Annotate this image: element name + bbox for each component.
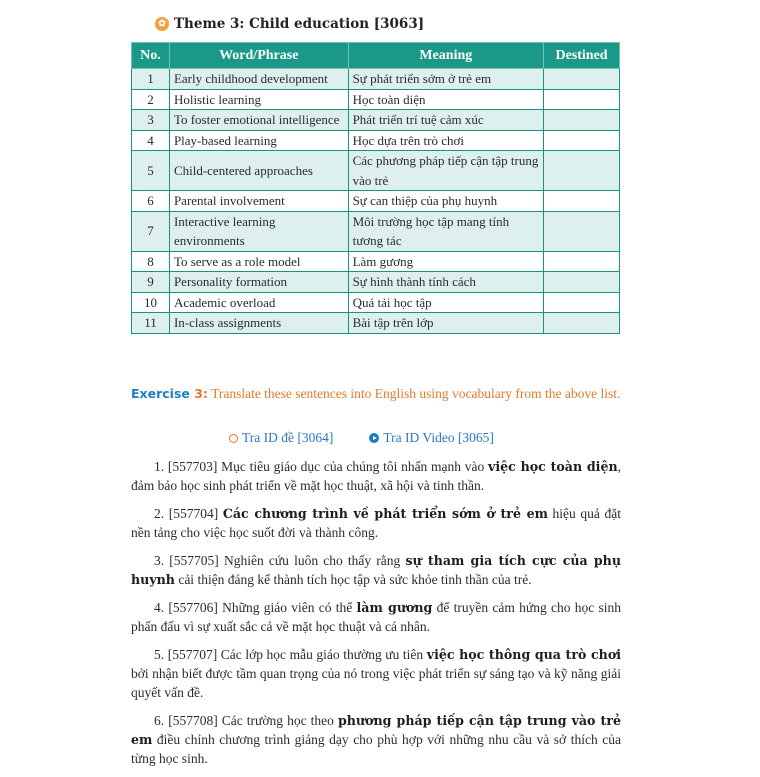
cell-meaning: Quá tải học tập (348, 292, 543, 313)
cell-word: In-class assignments (169, 313, 348, 334)
sentence-item: 6. [557708] Các trường học theo phương pháp tiếp cận tập trung vào trẻ em điều chỉnh chương trình giảng dạy cho phù hợp với những nhu cầu và sở thích của từng học sinh. (131, 713, 621, 766)
table-row (132, 313, 620, 334)
cell-word: Holistic learning (169, 89, 348, 110)
table-row (132, 151, 620, 191)
cell-word: To foster emotional intelligence (169, 110, 348, 131)
cell-destined (544, 151, 620, 191)
cell-meaning: Sự phát triển sớm ở trẻ em (348, 69, 543, 90)
header-meaning: Meaning (348, 43, 543, 69)
table-row (132, 191, 620, 212)
cell-no: 6 (132, 191, 170, 212)
header-destined: Destined (544, 43, 620, 69)
cell-word: Early childhood development (169, 69, 348, 90)
cell-meaning: Sự hình thành tính cách (348, 272, 543, 293)
cell-meaning: Các phương pháp tiếp cận tập trung vào trẻ (348, 151, 543, 191)
theme-heading (155, 13, 424, 35)
cell-destined (544, 130, 620, 151)
cell-word: Parental involvement (169, 191, 348, 212)
table-row (132, 272, 620, 293)
test-id-label: Tra ID đề [3064] (242, 430, 334, 445)
cell-word: Child-centered approaches (169, 151, 348, 191)
cell-destined (544, 251, 620, 272)
video-id-link[interactable] (369, 430, 494, 446)
exercise-label: Exercise 3: (131, 386, 208, 401)
cell-word: To serve as a role model (169, 251, 348, 272)
cell-destined (544, 313, 620, 334)
cell-destined (544, 110, 620, 131)
sentence-item: 5. [557707] Các lớp học mẫu giáo thường ưu tiên việc học thông qua trò chơi bởi nhận biết được tầm quan trọng của nó trong việc phát triển sự sáng tạo và kỹ năng giải quyết vấn đề. (131, 647, 621, 700)
table-row (132, 251, 620, 272)
cell-meaning: Học toàn diện (348, 89, 543, 110)
cell-no: 10 (132, 292, 170, 313)
cell-word: Interactive learning environments (169, 211, 348, 251)
cell-destined (544, 272, 620, 293)
cell-no: 3 (132, 110, 170, 131)
sentence-item: 3. [557705] Nghiên cứu luôn cho thấy rằng sự tham gia tích cực của phụ huynh cải thiện đáng kể thành tích học tập và sức khỏe tinh thần của trẻ. (131, 553, 621, 587)
lookup-links (229, 430, 494, 446)
sentence-list (131, 457, 621, 777)
cell-destined (544, 89, 620, 110)
cell-destined (544, 211, 620, 251)
theme-bullet-icon: ✿ (155, 17, 169, 31)
cell-meaning: Học dựa trên trò chơi (348, 130, 543, 151)
table-row (132, 89, 620, 110)
cell-word: Play-based learning (169, 130, 348, 151)
table-row (132, 110, 620, 131)
cell-word: Academic overload (169, 292, 348, 313)
header-word: Word/Phrase (169, 43, 348, 69)
cell-destined (544, 292, 620, 313)
table-row (132, 292, 620, 313)
cell-no: 7 (132, 211, 170, 251)
table-row (132, 69, 620, 90)
cell-no: 11 (132, 313, 170, 334)
cell-meaning: Bài tập trên lớp (348, 313, 543, 334)
cell-no: 4 (132, 130, 170, 151)
cell-no: 1 (132, 69, 170, 90)
test-id-link[interactable] (229, 430, 333, 446)
cell-destined (544, 69, 620, 90)
table-header-row (132, 43, 620, 69)
cell-no: 8 (132, 251, 170, 272)
play-icon (369, 433, 379, 443)
cell-meaning: Môi trường học tập mang tính tương tác (348, 211, 543, 251)
cell-no: 9 (132, 272, 170, 293)
video-id-label: Tra ID Video [3065] (383, 430, 494, 445)
cell-destined (544, 191, 620, 212)
cell-no: 5 (132, 151, 170, 191)
cell-meaning: Phát triển trí tuệ cảm xúc (348, 110, 543, 131)
theme-title: Theme 3: Child education [3063] (174, 16, 425, 32)
cell-word: Personality formation (169, 272, 348, 293)
exercise-instruction (131, 384, 621, 403)
sentence-item: 1. [557703] Mục tiêu giáo dục của chúng tôi nhấn mạnh vào việc học toàn diện, đảm bảo học sinh phát triển về mặt học thuật, xã hội và tinh thần. (131, 459, 621, 493)
vocabulary-table (131, 42, 620, 334)
clock-icon (229, 434, 238, 443)
table-row (132, 130, 620, 151)
exercise-text: Translate these sentences into English using vocabulary from the above list. (211, 386, 621, 401)
header-no: No. (132, 43, 170, 69)
sentence-item: 4. [557706] Những giáo viên có thể làm gương để truyền cảm hứng cho học sinh phấn đấu vì sự xuất sắc cả về mặt học thuật và cá nhân. (131, 600, 621, 634)
sentence-item: 2. [557704] Các chương trình về phát triển sớm ở trẻ em hiệu quả đặt nền tảng cho việc học suốt đời và thành công. (131, 506, 621, 540)
cell-no: 2 (132, 89, 170, 110)
table-row (132, 211, 620, 251)
cell-meaning: Làm gương (348, 251, 543, 272)
cell-meaning: Sự can thiệp của phụ huynh (348, 191, 543, 212)
